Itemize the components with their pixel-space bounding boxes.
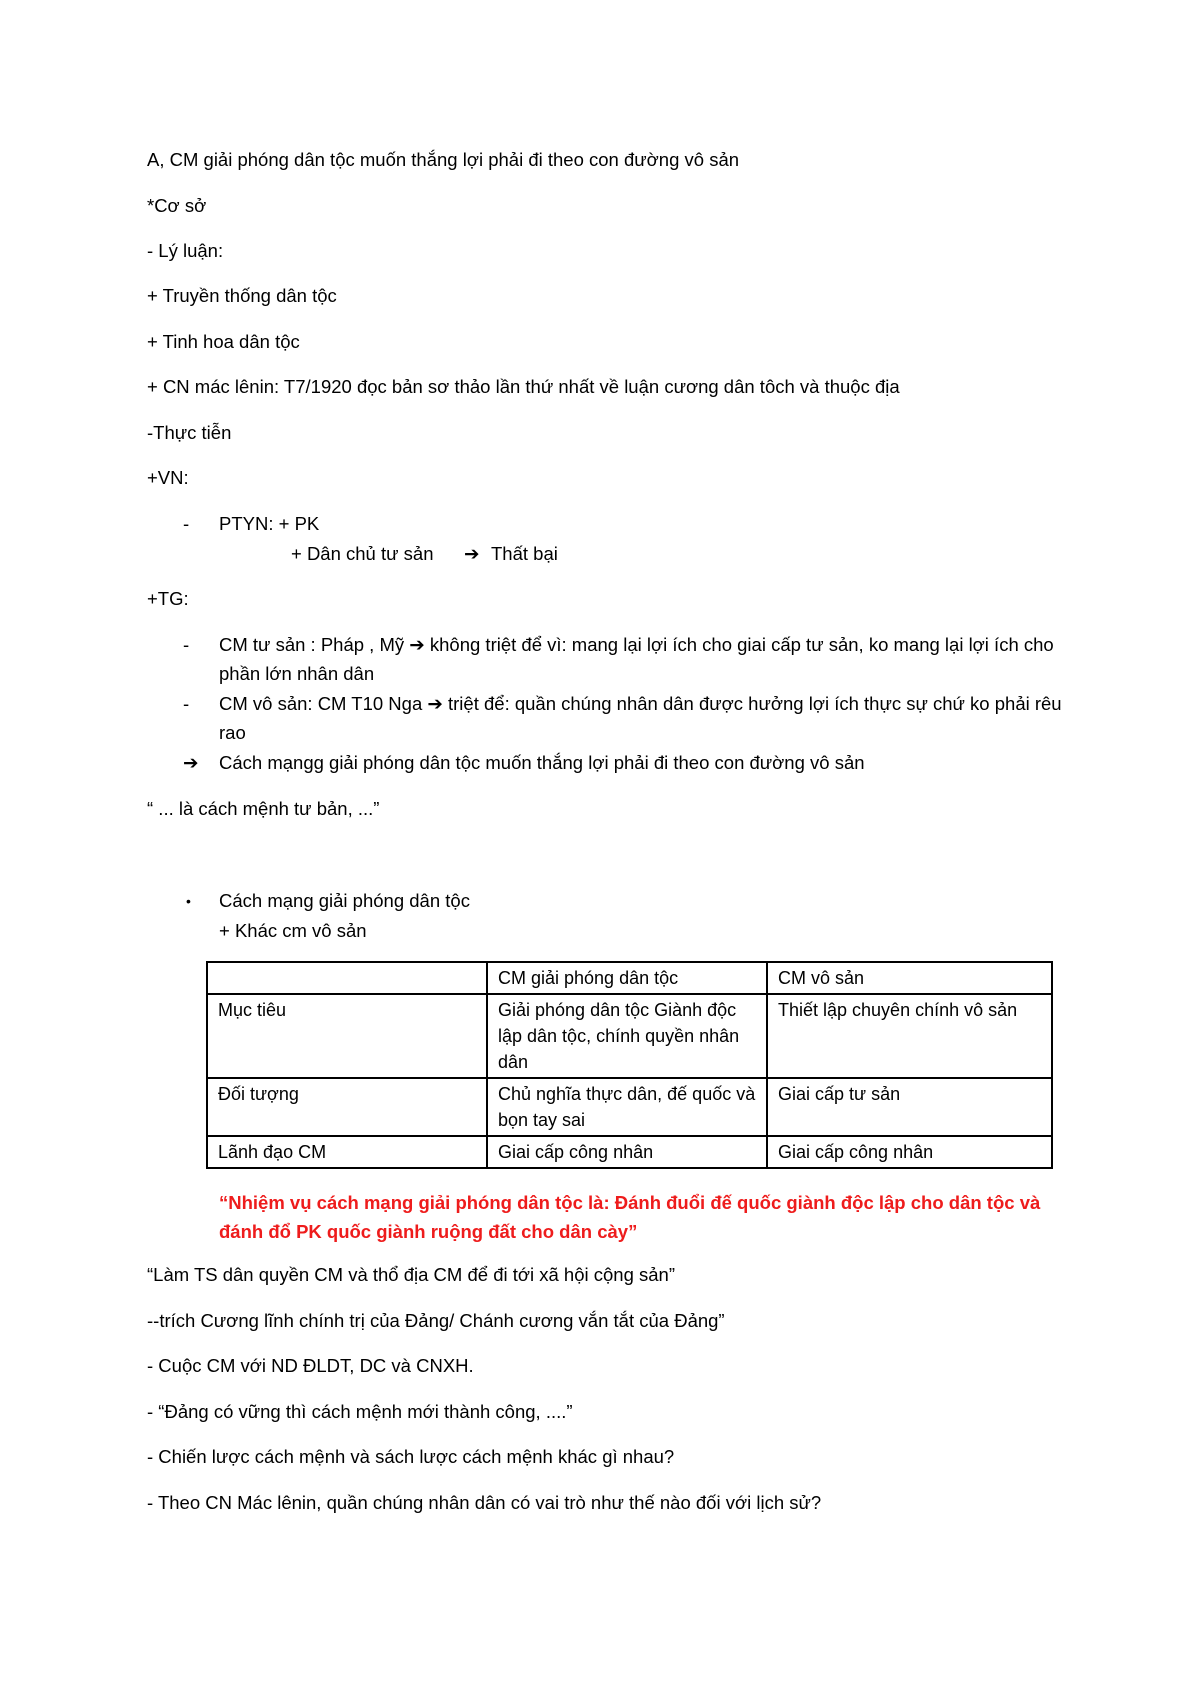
vn-label: +VN:: [147, 467, 189, 488]
after-line: - Cuộc CM với ND ĐLDT, DC và CNXH.: [147, 1355, 474, 1376]
ly-luan-item: + CN mác lênin: T7/1920 đọc bản sơ thảo lần thứ nhất về luận cương dân tôch và thuộc địa: [147, 376, 900, 397]
bullet-sub: + Khác cm vô sản: [219, 920, 367, 941]
after-line: “Làm TS dân quyền CM và thổ địa CM để đi tới xã hội cộng sản”: [147, 1264, 675, 1285]
quote-cach-menh-tu-ban: “ ... là cách mệnh tư bản, ...”: [147, 798, 380, 819]
ly-luan-label: - Lý luận:: [147, 240, 224, 261]
thuc-tien-label: -Thực tiễn: [147, 422, 232, 443]
table-row-label: Mục tiêu: [207, 994, 487, 1078]
table-cell: Giải phóng dân tộc Giành độc lập dân tộc, chính quyền nhân dân: [487, 994, 767, 1078]
table-cell: Chủ nghĩa thực dân, đế quốc và bọn tay sai: [487, 1078, 767, 1136]
arrow-icon: ➔: [183, 752, 199, 773]
arrow-icon: ➔: [464, 543, 480, 564]
comparison-table: [206, 961, 1053, 1169]
co-so-label: *Cơ sở: [147, 195, 207, 216]
list-dash: -: [183, 513, 190, 534]
table-header-cell: CM giải phóng dân tộc: [487, 962, 767, 994]
after-line: - “Đảng có vững thì cách mệnh mới thành công, ....”: [147, 1401, 573, 1422]
bullet-icon: •: [186, 893, 191, 909]
bullet-title: Cách mạng giải phóng dân tộc: [219, 890, 470, 911]
table-cell: Giai cấp công nhân: [487, 1136, 767, 1168]
table-header-cell: CM vô sản: [767, 962, 1052, 994]
table-row-label: Đối tượng: [207, 1078, 487, 1136]
after-line: --trích Cương lĩnh chính trị của Đảng/ Chánh cương vắn tắt của Đảng”: [147, 1310, 725, 1331]
table-row-label: Lãnh đạo CM: [207, 1136, 487, 1168]
list-dash: -: [183, 634, 190, 655]
vn-dczs: + Dân chủ tư sản: [291, 543, 434, 564]
red-quote: “Nhiệm vụ cách mạng giải phóng dân tộc là: Đánh đuổi đế quốc giành độc lập cho dân tộc và đánh đổ PK quốc giành ruộng đất cho dân cày”: [219, 1192, 1041, 1242]
ly-luan-item: + Truyền thống dân tộc: [147, 285, 337, 306]
table-row: [207, 1136, 1052, 1168]
table-header-cell: [207, 962, 487, 994]
table-cell: Giai cấp công nhân: [767, 1136, 1052, 1168]
table-row: [207, 1078, 1052, 1136]
list-dash: -: [183, 693, 190, 714]
conclusion: Cách mạngg giải phóng dân tộc muốn thắng lợi phải đi theo con đường vô sản: [219, 752, 865, 773]
vn-ptyn: PTYN: + PK: [219, 513, 320, 534]
vn-fail: Thất bại: [491, 543, 558, 564]
after-line: - Chiến lược cách mệnh và sách lược cách mệnh khác gì nhau?: [147, 1446, 675, 1467]
tg-item: CM tư sản : Pháp , Mỹ ➔ không triệt để vì: mang lại lợi ích cho giai cấp tư sản, ko mang lại lợi ích cho phần lớn nhân dân: [219, 634, 1054, 684]
table-row: [207, 994, 1052, 1078]
heading: A, CM giải phóng dân tộc muốn thắng lợi phải đi theo con đường vô sản: [147, 149, 740, 170]
tg-item: CM vô sản: CM T10 Nga ➔ triệt để: quần chúng nhân dân được hưởng lợi ích thực sự chứ ko phải rêu rao: [219, 693, 1062, 743]
ly-luan-item: + Tinh hoa dân tộc: [147, 331, 300, 352]
tg-label: +TG:: [147, 588, 189, 609]
table-header-row: [207, 962, 1052, 994]
table-cell: Thiết lập chuyên chính vô sản: [767, 994, 1052, 1078]
table-cell: Giai cấp tư sản: [767, 1078, 1052, 1136]
after-line: - Theo CN Mác lênin, quần chúng nhân dân có vai trò như thế nào đối với lịch sử?: [147, 1492, 822, 1513]
